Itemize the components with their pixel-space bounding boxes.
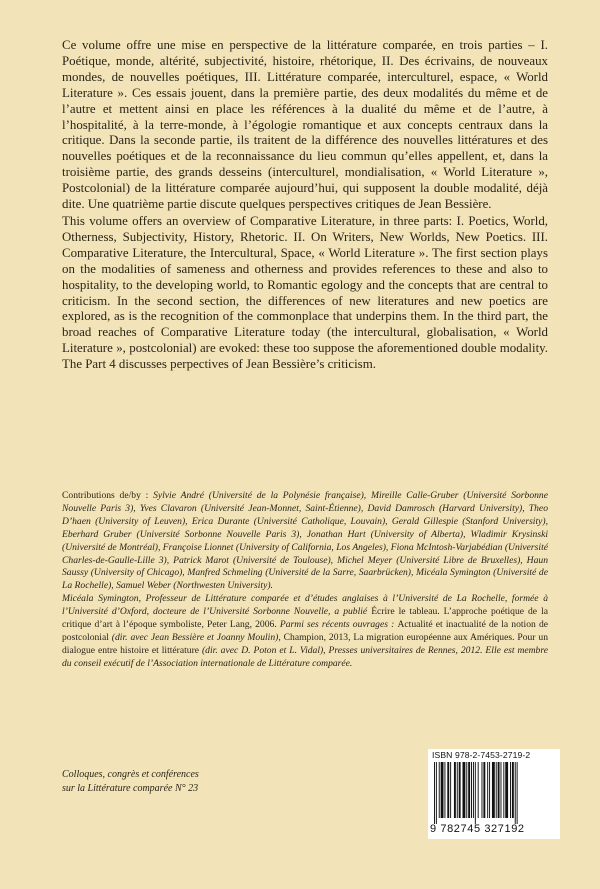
contributors-label: Contributions de/by : xyxy=(62,490,154,501)
barcode-digits: 9 782745 327192 xyxy=(430,823,525,835)
editor-bio-book2-details: (dir. avec Jean Bessière et Joanny Moulin), xyxy=(108,631,284,643)
barcode-bar xyxy=(444,762,445,818)
barcode-bar xyxy=(454,762,456,818)
summary-english: This volume offers an overview of Comparative Literature, in three parts: I. Poetics, World, Otherness, Subjectivity, History, Rhetoric. II. On Writers, New Worlds, New Poetics. III. Comparative Literature, the Intercultural, Space, « World Literature ». The first section plays on the modalities of sameness and otherness and provides references to these and also to hospitality, to the developing world, to Romantic egology and the concepts that are central to criticism. In the second section, the differences of new literatures and new poetics are explored, as is the recognition of the commonplace that underpins them. In the third part, the broad reaches of Comparative Literature today (the intercultural, globalisation, « World Literature », postcolonial) are evoked: these too suppose the aforementioned double modality. The Part 4 discusses perpectives of Jean Bessière’s criticism. xyxy=(62,213,548,372)
barcode-bar xyxy=(498,762,500,818)
series-title xyxy=(62,768,362,796)
barcode-bar xyxy=(492,762,495,818)
editor-bio-book2: Actualité et inactualité de la notion de postcolonial xyxy=(62,619,549,643)
isbn-label: ISBN 978-2-7453-2719-2 xyxy=(432,750,531,760)
barcode-bar xyxy=(441,762,444,818)
barcode-bar xyxy=(463,762,466,818)
barcode-bar xyxy=(439,762,440,818)
barcode xyxy=(428,749,560,839)
barcode-bar xyxy=(450,762,451,818)
summary-french: Ce volume offre une mise en perspective de la littérature comparée, en trois parties – I. Poétique, monde, altérité, subjectivité, histoire, rhétorique, II. Des écrivains, de nouveaux mondes, de nouvelles poétiques, III. Littérature comparée, interculturel, espace, « World Literature ». Ces essais jouent, dans la première partie, des deux modalités du même et de l’autre et mettent ainsi en place les références à la dualité du même et de l’autre, à l’hospitalité, à la terre-monde, à l’égologie romantique et aux concepts centraux dans la critique. Dans la seconde partie, ils traitent de la différence des nouvelles littératures et des nouvelles poétiques et de la reconnaissance du lieu commun qu’elles appellent, et, dans la troisième partie, des grands desseins (interculturel, mondialisation, « World Literature », Postcolonial) de la littérature comparée aujourd’hui, qui supposent la double modalité, déjà dite. Une quatrième partie discute quelques perspectives critiques de Jean Bessière. xyxy=(62,38,548,212)
contributors xyxy=(62,490,548,593)
contributors-list: Sylvie André (Université de la Polynésie française), Mireille Calle-Gruber (Université Sorbonne Nouvelle Paris 3), Yves Clavaron (Université Jean-Monnet, Saint-Étienne), David Damrosch (Harvard University), Theo D’haen (University of Leuven), Erica Durante (Université Catholique, Louvain), Gerald Gillespie (Stanford University), Eberhard Gruber (Université Sorbonne Nouvelle Paris 3), Jonathan Hart (University of Alberta), Wladimir Krysinski (Université de Montréal), Françoise Lionnet (University of California, Los Angeles), Fiona McIntosh-Varjabédian (Université Charles-de-Gaulle-Lille 3), Patrick Marot (Université de Toulouse), Michel Meyer (Université Libre de Bruxelles), Haun Saussy (University of Chicago), Manfred Schmeling (Université de la Sarre, Saarbrücken), Micéala Symington (Université de La Rochelle), Samuel Weber (Northwesten University). xyxy=(62,490,548,592)
barcode-bar xyxy=(436,762,437,824)
barcode-bar xyxy=(501,762,502,818)
series-line-1: Colloques, congrès et conférences xyxy=(62,769,199,780)
barcode-bar xyxy=(503,762,504,818)
editor-bio xyxy=(62,593,548,670)
barcode-bar xyxy=(483,762,485,818)
barcode-bar xyxy=(434,762,435,824)
editor-bio-recent-label: Parmi ses récents ouvrages : xyxy=(276,619,398,631)
editor-bio-book3-details: (dir. avec D. Poton et L. Vidal), Presses universitaires de Rennes, 2012. Elle est membre du conseil exécutif de l’Association internationale de Littérature comparée. xyxy=(62,644,548,669)
series-line-2: sur la Littérature comparée N° 23 xyxy=(62,783,199,794)
barcode-bar xyxy=(475,762,476,824)
barcode-bar xyxy=(496,762,497,818)
barcode-bar xyxy=(459,762,461,818)
barcode-bars xyxy=(432,762,556,824)
barcode-bar xyxy=(510,762,511,818)
barcode-bar xyxy=(482,762,483,818)
barcode-bar xyxy=(489,762,490,818)
barcode-bar xyxy=(457,762,458,818)
barcode-bar xyxy=(447,762,449,818)
barcode-bar xyxy=(471,762,472,818)
credits-block xyxy=(62,490,548,671)
barcode-bar xyxy=(473,762,474,818)
barcode-bar xyxy=(468,762,470,818)
barcode-bar xyxy=(512,762,514,818)
barcode-bar xyxy=(515,762,516,824)
barcode-bar xyxy=(466,762,467,818)
barcode-bar xyxy=(505,762,508,818)
summary-text xyxy=(62,38,548,373)
barcode-bar xyxy=(517,762,518,824)
barcode-bar xyxy=(478,762,479,818)
editor-bio-intro: Micéala Symington, Professeur de Littérature comparée et d’études anglaises à l’Université de La Rochelle, formée à l’Université d’Oxford, docteure de l’Université Sorbonne Nouvelle, a publié xyxy=(62,593,548,618)
editor-bio-book1: Écrire le tableau. L’approche poétique de la critique d’art à l’époque symboliste, Peter Lang, 2006. xyxy=(62,606,548,631)
barcode-bar xyxy=(487,762,488,818)
editor-bio-book2-publisher: Champion, 2013, La migration européenne aux Amériques. Pour un dialogue entre histoire et littérature xyxy=(62,631,548,656)
